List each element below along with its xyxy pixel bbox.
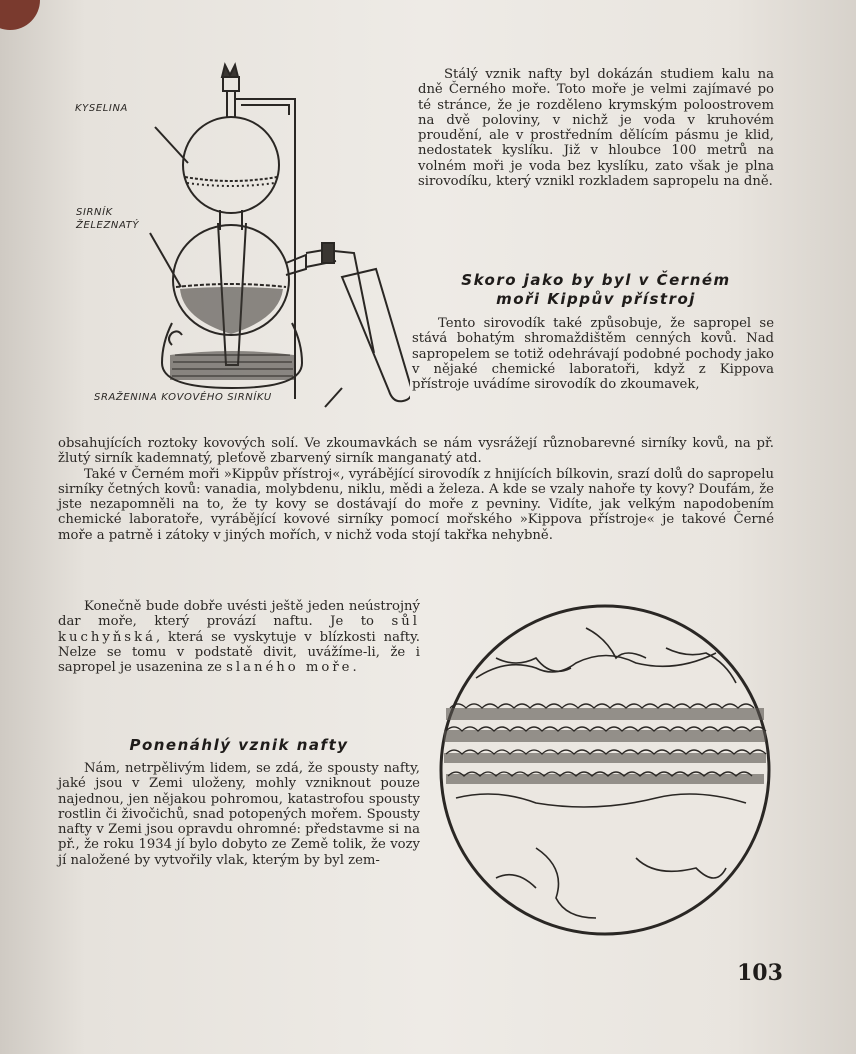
label-precipitate: SRAŽENINA KOVOVÉHO SIRNÍKU [94, 392, 272, 403]
label-acid: KYSELINA [75, 103, 128, 114]
page-corner-shadow [0, 0, 40, 30]
paragraph-hydrogen-sulfide [412, 316, 774, 392]
paragraph-text: Nám, netrpělivým lidem, se zdá, že spousty nafty, jaké jsou v Zemi uloženy, mohly vzniknout pouze najednou, jen nějakou pohromou, katastrofou spousty rostlin či živočichů, snad potopených mořem. Spousty nafty v Zemi jsou opravdu ohromné: představme si na př., že roku 1934 jí bylo dobyto ze Země tolik, že vozy jí naložené by vytvořily vlak, kterým by byl zem- [58, 761, 420, 868]
paragraph-test-tubes [58, 436, 774, 543]
label-iron-sulfide-line2: ŽELEZNATÝ [76, 220, 140, 231]
salt-end: . [352, 660, 357, 676]
label-iron-sulfide-line1: SIRNÍK [76, 207, 113, 218]
paragraph-text: Tento sirovodík také způsobuje, že sapropel se stává bohatým shromaždištěm cenných kovů. Nad sapropelem se totiž odehrávají podobné pochody jako v nějaké chemické laboratoři, když z Kippova přístroje uvádíme sirovodík do zkoumavek, [412, 316, 774, 393]
salt-intro: Konečně bude dobře uvésti ještě jeden neústrojný dar moře, který provází naftu. Je to [58, 599, 420, 630]
salt-spaced: sůl kuchyňská [58, 614, 420, 645]
paragraph-text: Stálý vznik nafty byl dokázán studiem kalu na dně Černého moře. Toto moře je velmi zajímavé po té stránce, že je rozděleno krymským poloostrovem na dvě poloviny, v nichž je voda v kruhovém proudění, ale v prostředním dělícím pásmu je klid, nedostatek kyslíku. Již v hloubce 100 metrů na volném moři je voda bez kyslíku, zato však je plna sirovodíku, který vznikl rozkladem sapropelu na dně. [418, 67, 774, 190]
paragraph-gradual-formation [58, 761, 420, 868]
salt-mid: , která se vyskytuje v blízkosti nafty. Nelze se tomu v podstatě divit, uvážíme-li, že i sapropel je usazenina ze [58, 629, 420, 676]
paragraph-kitchen-salt [58, 599, 420, 675]
heading-line: Skoro jako by byl v Černém [461, 271, 731, 289]
paragraph-text: obsahujících roztoky kovových solí. Ve zkoumavkách se nám vysrážejí různobarevné sirníky kovů, na př. žlutý sirník kademnatý, pleťově zbarvený sirník manganatý atd. [58, 436, 774, 467]
sea-spaced: slaného moře [226, 660, 353, 676]
paragraph-text: Také v Černém moři »Kippův přístroj«, vyrábějící sirovodík z hnijících bílkovin, srazí dolů do sapropelu sirníky četných kovů: vanadia, molybdenu, niklu, mědi a železa. A kde se vzaly nahoře ty kovy? Doufám, že jste nezapomněli na to, že ty kovy se dostávají do moře z pevniny. Vidíte, jak velkým napodobením chemické laboratoře, vyrábějící kovové sirníky pomocí mořského »Kippova přístroje« je takové Černé moře a patrně i zátoky v jiných mořích, v nichž voda stojí takřka nehybně. [58, 466, 774, 543]
heading-line: moři Kippův přístroj [496, 290, 696, 308]
paragraph-black-sea-study [418, 67, 774, 189]
globe-illustration [436, 598, 774, 943]
heading-gradual-formation: Ponenáhlý vznik nafty [129, 736, 349, 754]
page-number: 103 [737, 960, 783, 986]
heading-kipp-apparatus [418, 271, 774, 309]
paragraph-text [58, 599, 420, 675]
